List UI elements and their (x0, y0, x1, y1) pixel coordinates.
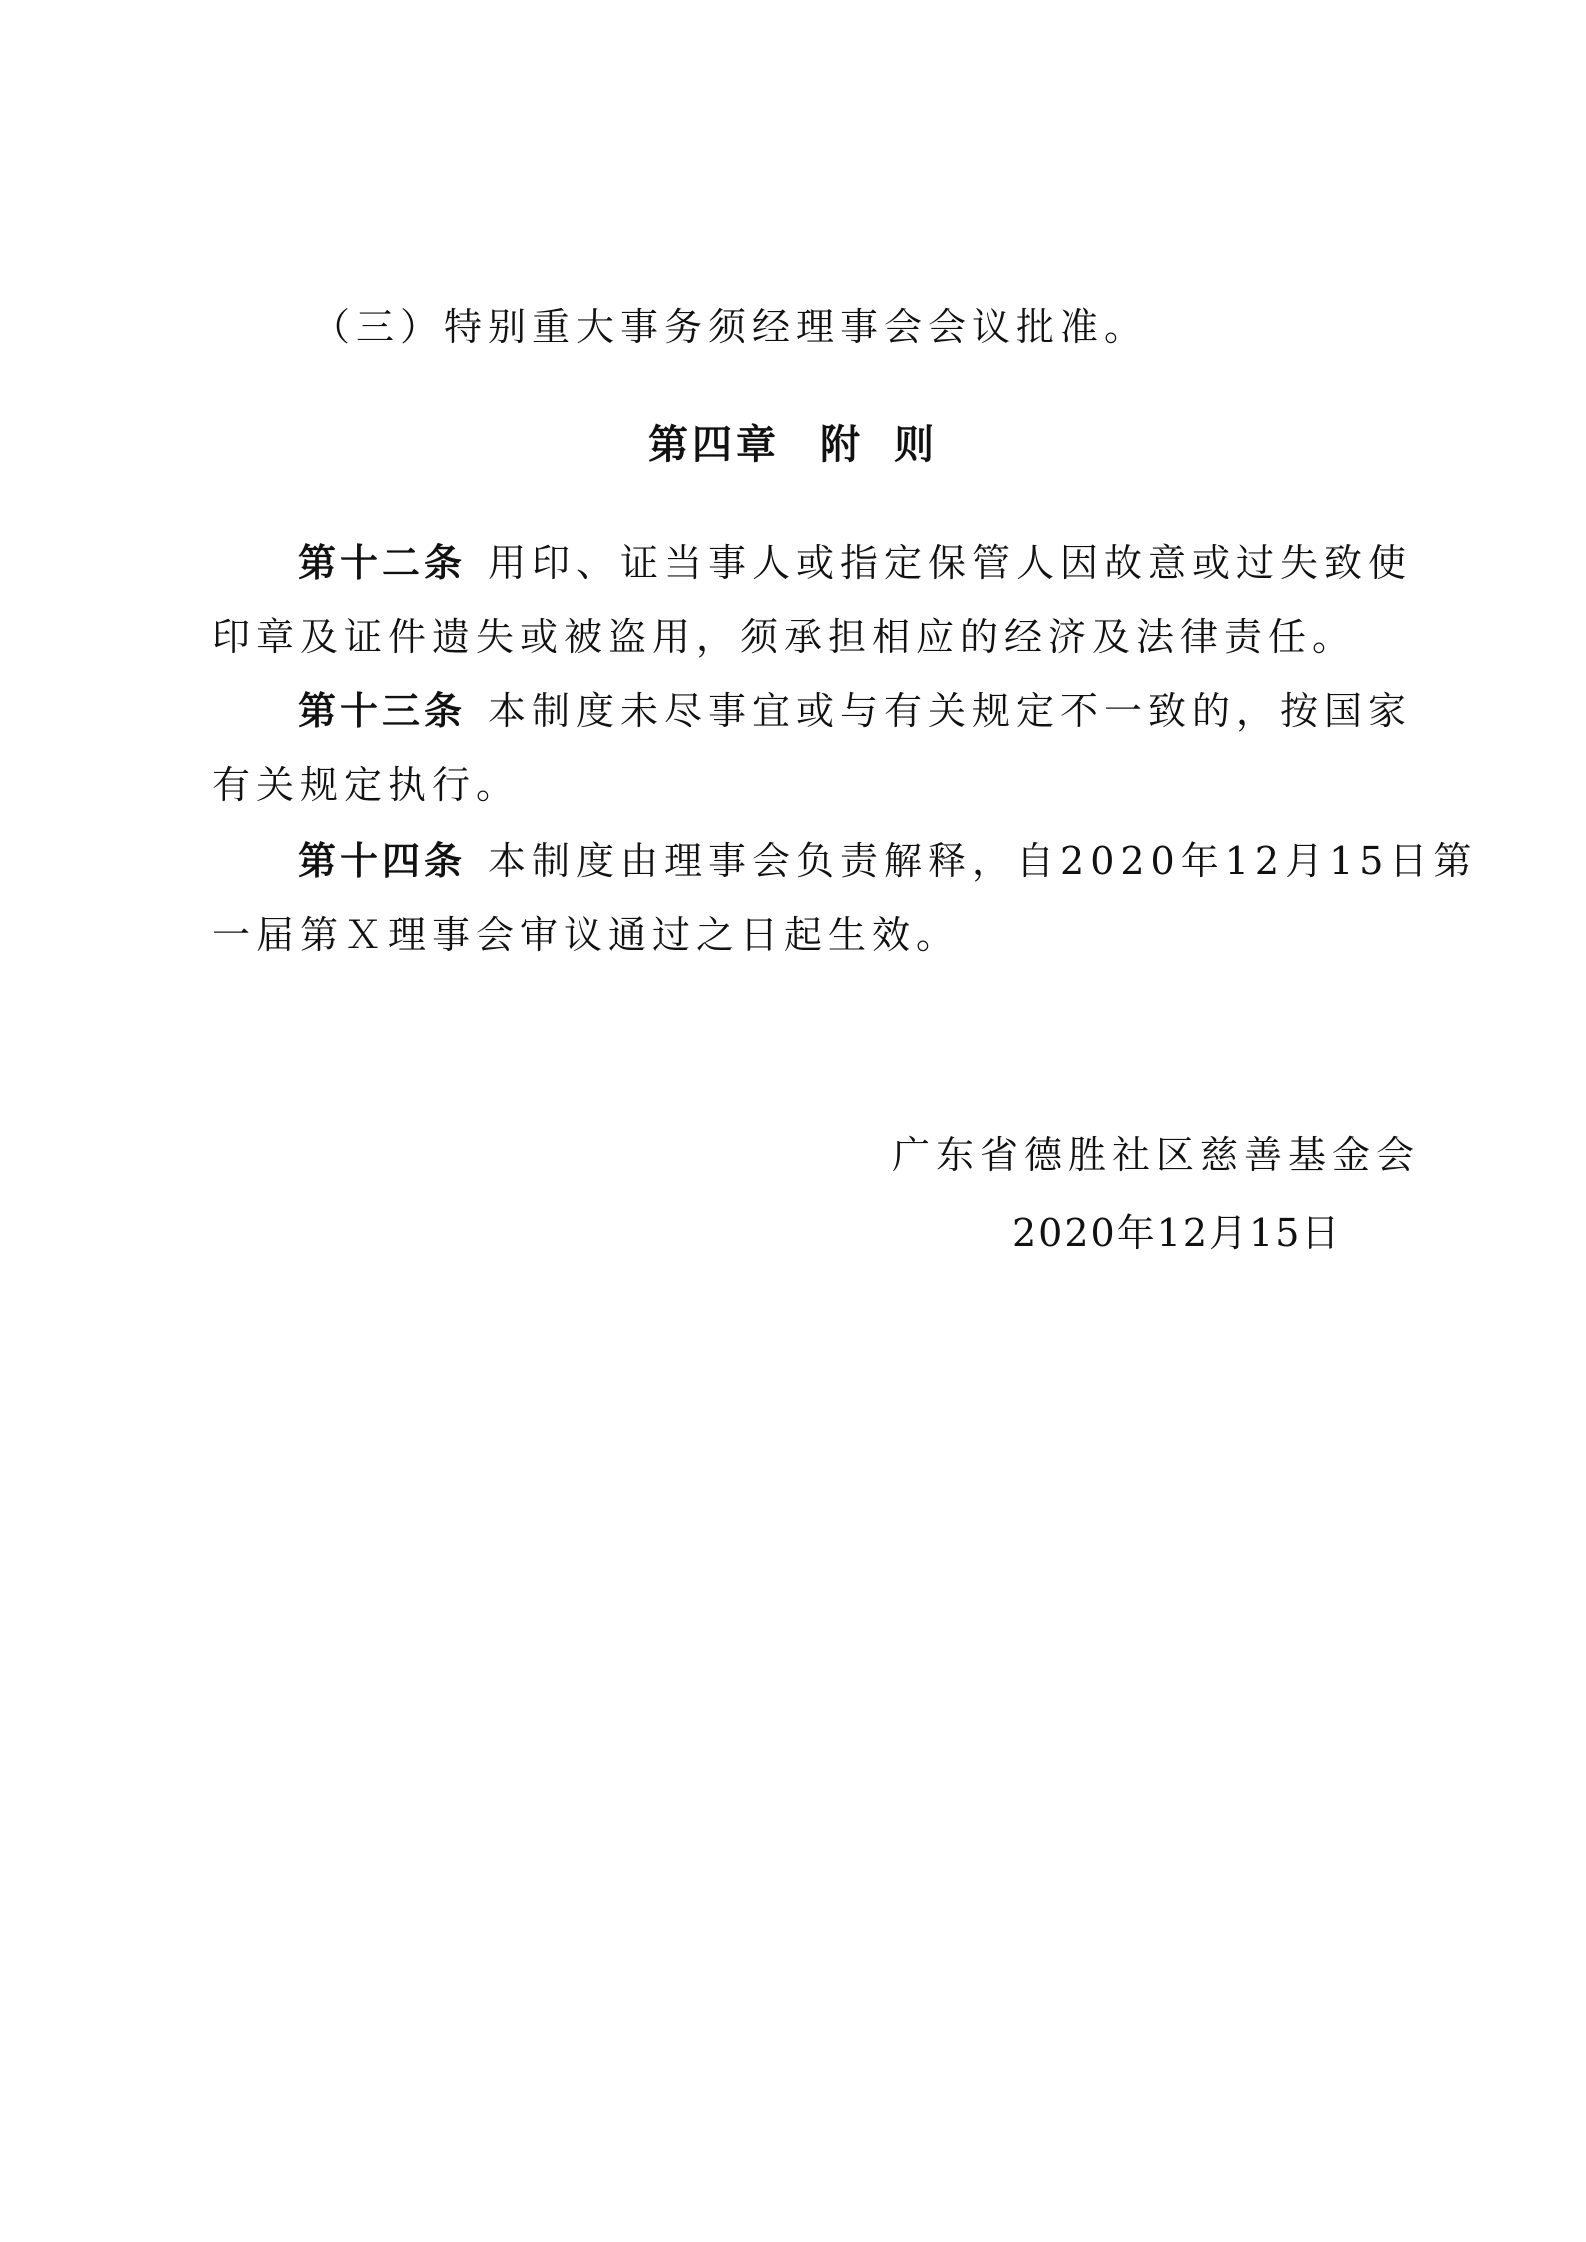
signature-organization: 广东省德胜社区慈善基金会 (892, 1133, 1421, 1177)
article-12-text-line1: 用印、证当事人或指定保管人因故意或过失致使 (488, 541, 1413, 585)
chapter-heading (0, 420, 1586, 470)
item-three-text: （三）特别重大事务须经理事会会议批准。 (312, 305, 1149, 349)
article-14-text-line2: 一届第Ｘ理事会审议通过之日起生效。 (212, 913, 961, 957)
article-12-title: 第十二条 (298, 541, 467, 585)
article-13-text-line1: 本制度未尽事宜或与有关规定不一致的，按国家 (488, 689, 1413, 733)
chapter-title-part2: 则 (894, 422, 938, 468)
article-13-first-line (298, 686, 1412, 736)
article-13-title: 第十三条 (298, 689, 467, 733)
signature-date: 2020年12月15日 (1012, 1211, 1342, 1255)
article-14-title: 第十四条 (298, 839, 467, 883)
article-12-text-line2: 印章及证件遗失或被盗用，须承担相应的经济及法律责任。 (212, 615, 1357, 659)
chapter-title-part1: 附 (820, 422, 864, 468)
article-14-first-line (298, 836, 1477, 886)
article-14-text-line1: 本制度由理事会负责解释，自2020年12月15日第 (488, 839, 1478, 883)
article-13-text-line2: 有关规定执行。 (212, 763, 521, 807)
article-12-first-line (298, 538, 1412, 588)
chapter-number: 第四章 (648, 422, 780, 468)
